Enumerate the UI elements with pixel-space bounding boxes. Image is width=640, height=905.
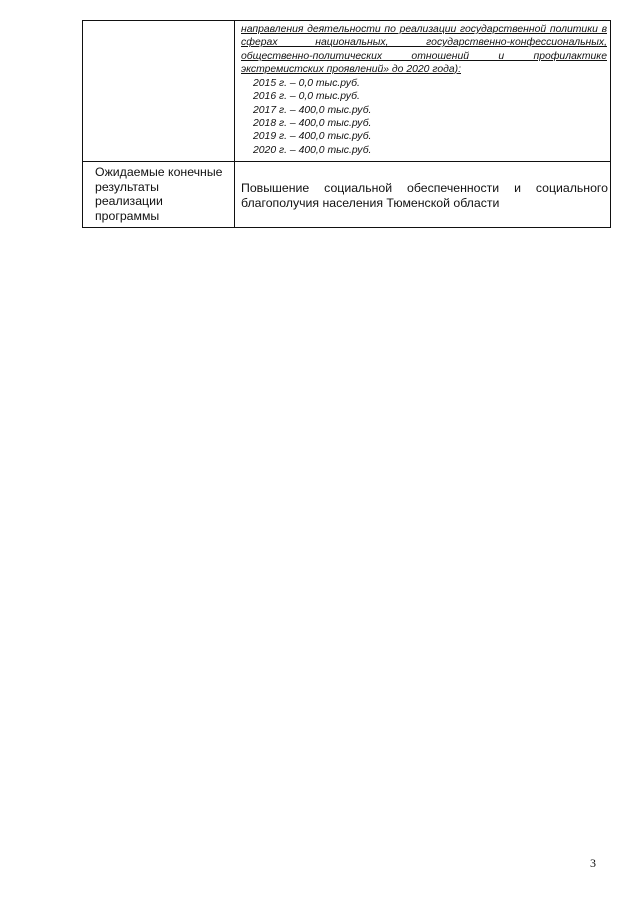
page-number: 3 (590, 856, 596, 870)
funding-year-item: 2016 г. – 0,0 тыс.руб. (253, 91, 360, 103)
expected-results-row (83, 161, 611, 227)
funding-label-cell-empty (83, 21, 235, 162)
expected-results-label: Ожидаемые конечные результаты реализации программы (83, 161, 235, 227)
funding-years-list (241, 76, 607, 157)
program-passport-table (82, 20, 611, 228)
funding-year-item: 2018 г. – 400,0 тыс.руб. (253, 118, 372, 130)
expected-results-value: Повышение социальной обеспеченности и социального благополучия населения Тюменской области (235, 161, 611, 227)
funding-year-item: 2020 г. – 400,0 тыс.руб. (253, 144, 372, 156)
funding-year-item: 2015 г. – 0,0 тыс.руб. (253, 78, 360, 90)
funding-year-item: 2017 г. – 400,0 тыс.руб. (253, 104, 372, 116)
funding-value-cell (235, 21, 611, 162)
funding-description: направления деятельности по реализации государственной политики в сферах национальных, государственно-конфессиональных, общественно-политических отношений и профилактике экстремистских проявлений» до 2020 года): (241, 24, 607, 75)
funding-year-item: 2019 г. – 400,0 тыс.руб. (253, 131, 372, 143)
funding-row (83, 21, 611, 162)
